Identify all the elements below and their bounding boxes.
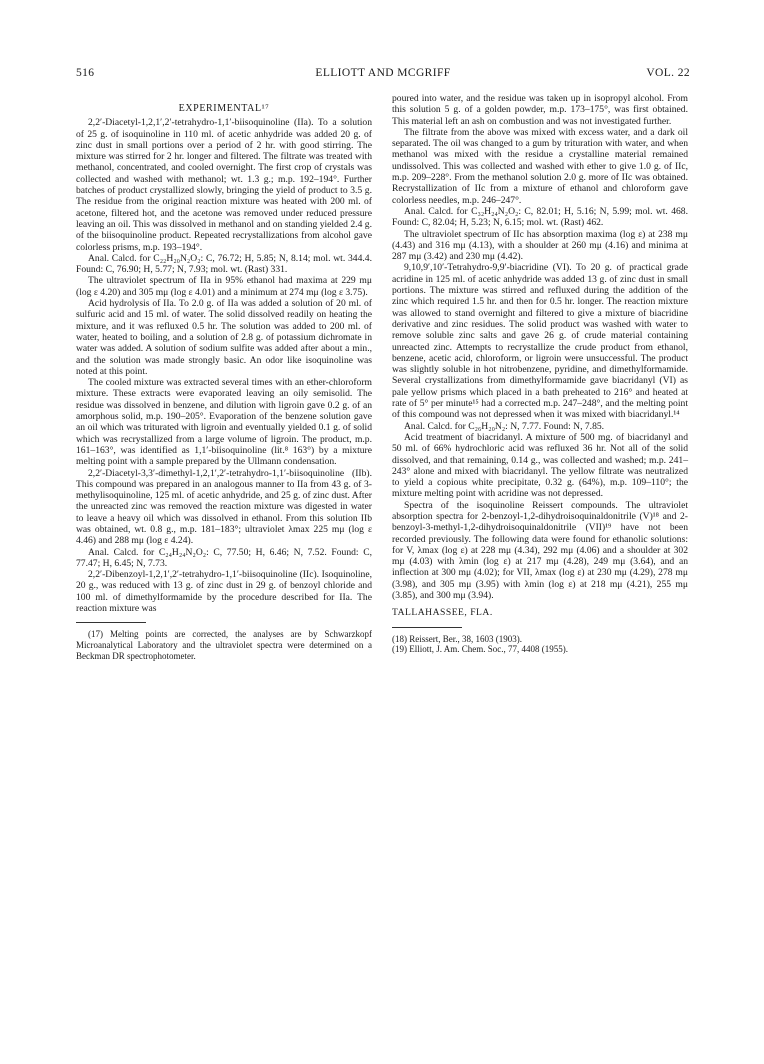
author-location: TALLAHASSEE, FLA.: [392, 607, 493, 619]
paragraph: Anal. Calcd. for C₂₄H₂₄N₂O₂: C, 77.50; H, 6.46; N, 7.52. Found: C, 77.47; H, 6.45; N, 7.73.: [76, 546, 372, 569]
paragraph: 2,2′-Diacetyl-3,3′-dimethyl-1,2,1′,2′-tetrahydro-1,1′-biisoquinoline (IIb). This compound was prepared in an analogous manner to IIa from 43 g. of 3-methylisoquinoline, 125 ml. of acetic anhydride, and 25 g. of zinc dust. After the unreacted zinc was removed the reaction mixture was digested in water to leave a heavy oil which was dissolved in ethanol. From this solution IIb was obtained, wt. 0.8 g., m.p. 181–183°; ultraviolet λmax 225 mμ (log ε 4.46) and 288 mμ (log ε 4.24).: [76, 467, 373, 547]
references-divider: [392, 627, 462, 628]
paragraph: Acid treatment of biacridanyl. A mixture of 500 mg. of biacridanyl and 50 ml. of 66% hydrochloric acid was refluxed 36 hr. Not all of the solid dissolved, and that remaining, 0.14 g., was collected and washed; m.p. 241–243° alone and mixed with biacridanyl. The yellow filtrate was neutralized to yield a copious white precipitate, 0.32 g. (64%), m.p. 109–110°; the mixture melting point with acridine was not depressed.: [392, 431, 688, 500]
paragraph: 2,2′-Dibenzoyl-1,2,1′,2′-tetrahydro-1,1′-biisoquinoline (IIc). Isoquinoline, 20 g., was reduced with 13 g. of zinc dust in 29 g. of benzoyl chloride and 100 ml. of dimethylformamide by the procedure described for IIa. The reaction mixture was: [76, 569, 372, 615]
paragraph: Anal. Calcd. for C₂₆H₂₀N₂: N, 7.77. Found: N, 7.85.: [404, 420, 605, 432]
footnote: (17) Melting points are corrected, the analyses are by Schwarzkopf Microanalytical Laboratory and the ultraviolet spectra were determined on a Beckman DR spectrophotometer.: [76, 629, 372, 661]
paragraph: Anal. Calcd. for C₂₂H₂₀N₂O₂: C, 76.72; H, 5.85; N, 8.14; mol. wt. 344.4. Found: C, 76.90; H, 5.77; N, 7.93; mol. wt. (Rast) 331.: [76, 252, 372, 276]
running-title: ELLIOTT AND MCGRIFF: [315, 67, 451, 79]
paragraph: 9,10,9′,10′-Tetrahydro-9,9′-biacridine (VI). To 20 g. of practical grade acridine in 125 ml. of acetic anhydride was added 13 g. of zinc dust in small portions. The mixture was stirred and refluxed during the addition of the zinc which required 1.5 hr. and then for 0.5 hr. longer. The reaction mixture was allowed to stand overnight and filtered to give a mixture of biacridine derivative and zinc residues. The solid product was washed with water to remove soluble zinc salts and gave 26 g. of crude material containing unreacted zinc. Attempts to recrystallize the crude product from ethanol, benzene, acetic acid, chloroform, or ligroin were unsuccessful. The product was slightly soluble in hot nitrobenzene, pyridine, and dimethylformamide. Several crystallizations from dimethylformamide gave biacridanyl (VI) as pale yellow prisms which placed in a bath preheated to 216° and heated at rate of 5° per minute¹⁵ had a corrected m.p. 247–248°, and the melting point of this compound was not depressed when it was mixed with biacridanyl.¹⁴: [392, 262, 688, 421]
paragraph: Spectra of the isoquinoline Reissert compounds. The ultraviolet absorption spectra for 2-benzoyl-1,2-dihydroisoquinaldonitrile (V)¹⁸ and 2-benzoyl-3-methyl-1,2-dihydroisoquinaldonitrile (VII)¹⁹ have not been recorded previously. The following data were found for ethanolic solutions: for V, λmax (log ε) at 228 mμ (4.34), 292 mμ (4.06) and a shoulder at 302 mμ (4.03) with λmin (log ε) at 217 mμ (4.28), 249 mμ (3.64), and an inflection at 300 mμ (4.02); for VII, λmax (log ε) at 230 mμ (4.29), 278 mμ (3.98), and 305 mμ (3.95) with λmin (log ε) at 218 mμ (4.21), 255 mμ (3.85), and 300 mμ (3.94).: [392, 499, 688, 602]
page-number: 516: [76, 67, 95, 79]
paragraph: The ultraviolet spectrum of IIc has absorption maxima (log ε) at 238 mμ (4.43) and 316 mμ (4.13), with a shoulder at 260 mμ (4.16) and minima at 287 mμ (3.42) and 230 mμ (4.42).: [392, 228, 688, 263]
right-column: [392, 93, 688, 655]
section-heading: EXPERIMENTAL¹⁷: [178, 103, 270, 114]
reference: (19) Elliott, J. Am. Chem. Soc., 77, 4408 (1955).: [392, 644, 568, 655]
paragraph: Acid hydrolysis of IIa. To 2.0 g. of IIa was added a solution of 20 ml. of sulfuric acid and 15 ml. of water. The solid dissolved readily on heating the mixture, and it was refluxed 0.5 hr. The solution was added to 200 ml. of water, heated to boiling, and a solution of 2.8 g. of potassium dichromate in water was added. A solution of sodium sulfite was added after about a min., and the solution was made strongly basic. An odor like isoquinoline was noted at this point.: [76, 298, 372, 377]
paragraph: Anal. Calcd. for C₃₂H₂₄N₂O₂: C, 82.01; H, 5.16; N, 5.99; mol. wt. 468. Found: C, 82.04; H, 5.23; N, 6.15; mol. wt. (Rast) 462.: [392, 205, 688, 229]
volume-label: VOL. 22: [646, 67, 690, 79]
paragraph: The cooled mixture was extracted several times with an ether-chloroform mixture. These extracts were evaporated leaving an oily semisolid. The residue was dissolved in benzene, and dilution with ligroin gave 0.2 g. of an amorphous solid, m.p. 190–205°. Evaporation of the benzene solution gave an oil which was triturated with ligroin and eventually yielded 0.1 g. of solid which was recrystallized from a large volume of ligroin. The product, m.p. 161–163°, was identified as 1,1′-biisoquinoline (lit.⁸ 163°) by a mixture melting point with a sample prepared by the Ullmann condensation.: [76, 377, 372, 468]
paragraph: The filtrate from the above was mixed with excess water, and a dark oil separated. The oil was changed to a gum by trituration with water, and when methanol was mixed with the residue a crystalline material remained undissolved. This was collected and washed with ether to give 1.0 g. of IIc, m.p. 209–228°. From the methanol solution 2.0 g. more of IIc was obtained. Recrystallization of IIc from a mixture of ethanol and chloroform gave colorless needles, m.p. 246–247°.: [392, 126, 688, 206]
paragraph: 2,2′-Diacetyl-1,2,1′,2′-tetrahydro-1,1′-biisoquinoline (IIa). To a solution of 25 g. of isoquinoline in 110 ml. of acetic anhydride was added 20 g. of zinc dust in small portions over a period of 2 hr. with good stirring. The mixture was stirred for 2 hr. longer and filtered. The filtrate was treated with methanol, concentrated, and cooled overnight. The first crop of crystals was collected and washed with methanol; wt. 1.3 g.; m.p. 192–194°. Further batches of product crystallized slowly, bringing the yield of product to 3.5 g. The residue from the original reaction mixture was heated with 200 ml. of acetone, filtered hot, and the acetone was removed under reduced pressure leaving an oil. This was dissolved in methanol and on standing yielded 2.4 g. of the biisoquinoline product. Repeated recrystallizations from alcohol gave colorless prisms, m.p. 193–194°.: [76, 117, 372, 253]
left-column: [76, 93, 372, 661]
page-header: [76, 67, 690, 81]
reference: (18) Reissert, Ber., 38, 1603 (1903).: [392, 633, 522, 644]
footnote-divider: [76, 622, 146, 623]
paragraph: poured into water, and the residue was taken up in isopropyl alcohol. From this solution 5 g. of a golden powder, m.p. 173–175°, was first obtained. This material left an ash on combustion and was not investigated further.: [392, 93, 688, 127]
paragraph: The ultraviolet spectrum of IIa in 95% ethanol had maxima at 229 mμ (log ε 4.20) and 305 mμ (log ε 4.01) and a minimum at 274 mμ (log ε 3.75).: [76, 275, 372, 298]
